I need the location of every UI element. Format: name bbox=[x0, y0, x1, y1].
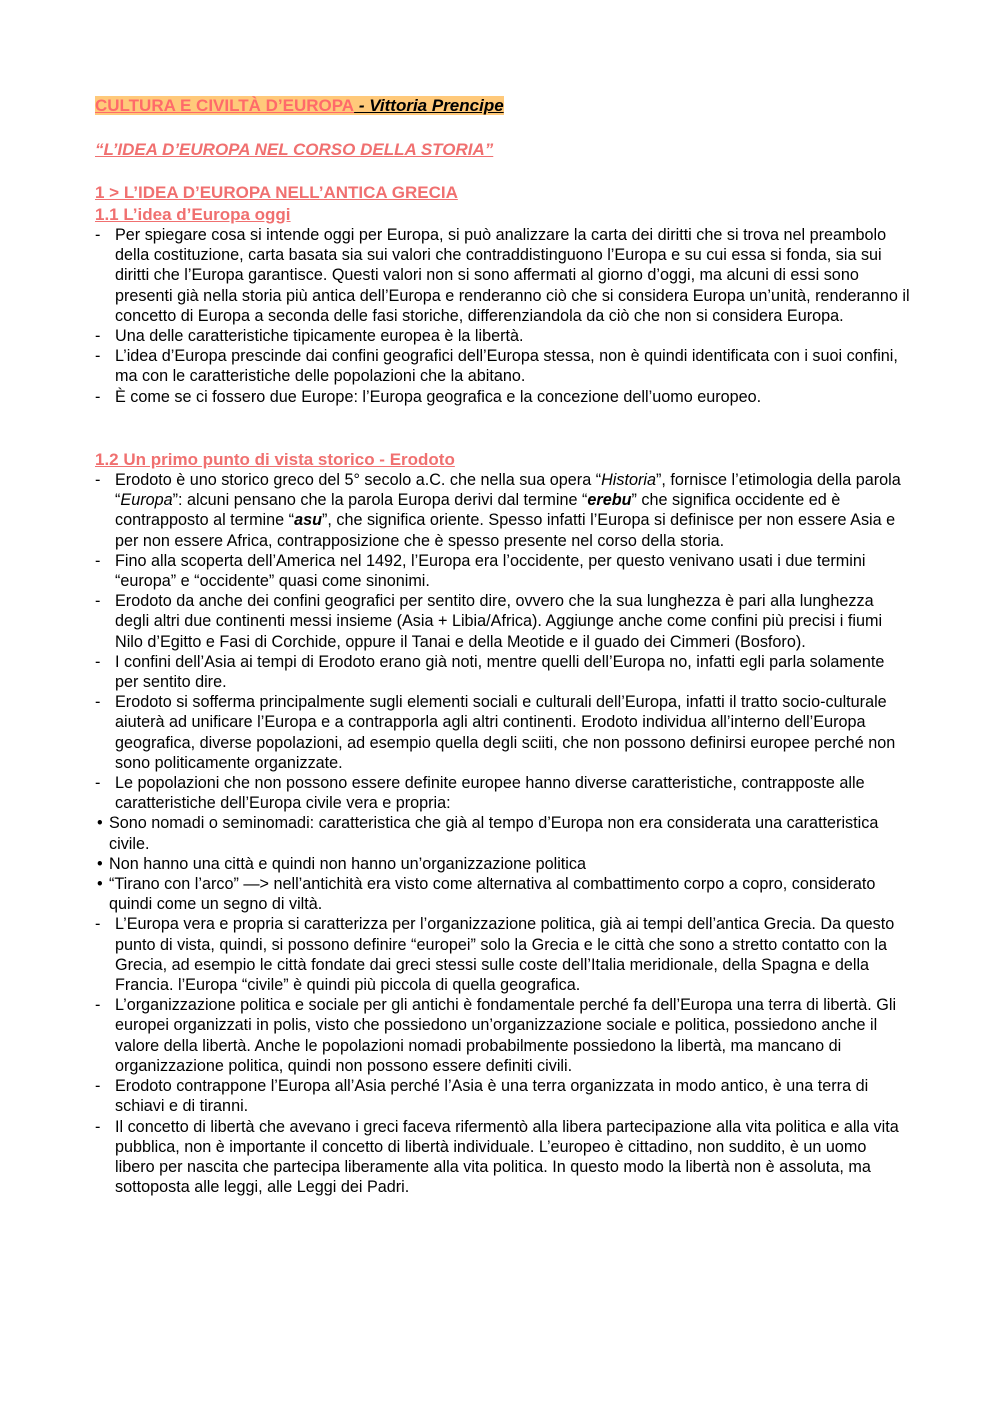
list-item: - Per spiegare cosa si intende oggi per Europa, si può analizzare la carta dei diritti che si trova nel preambolo della costituzione, carta basata sia sui valori che contraddistinguono l’Europa e su cui essa si fonda, sia sui diritti che l’Europa garantisce. Questi valori non si sono affermati al giorno d’oggi, ma alcuni di essi sono presenti già nella storia più antica dell’Europa e renderanno ciò che si considera Europa un’unità, renderanno il concetto di Europa a seconda delle fasi storiche, differenziandola da ciò che non si considera Europa. bbox=[95, 226, 910, 325]
list-item: - Le popolazioni che non possono essere definite europee hanno diverse caratteristiche, contrapposte alle caratteristiche dell’Europa civile vera e propria: bbox=[95, 774, 865, 813]
section-1-list bbox=[95, 225, 910, 407]
bullet-item: • “Tirano con l’arco” —> nell’antichità era visto come alternativa al combattimento corpo a copro, considerato quindi come un segno di viltà. bbox=[97, 875, 876, 914]
list-item: - Una delle caratteristiche tipicamente europea è la libertà. bbox=[95, 327, 524, 346]
section-1-2-list bbox=[95, 470, 910, 1197]
list-item: - È come se ci fossero due Europe: l’Europa geografica e la concezione dell’uomo europeo. bbox=[95, 387, 762, 406]
list-item: - Erodoto da anche dei confini geografici per sentito dire, ovvero che la sua lunghezza è pari alla lunghezza degli altri due continenti messi insieme (Asia + Libia/Africa). Aggiunge anche come confini più precisi i fiumi Nilo d’Egitto e Fasi di Corchide, oppure il Tanai e della Meotide e il guado dei Cimmeri (Bosforo). bbox=[95, 592, 883, 651]
list-item: - Erodoto si sofferma principalmente sugli elementi sociali e culturali dell’Europa, infatti il tratto socio-culturale aiuterà ad unificare l’Europa e a contrapporla agli altri continenti. Erodoto individua all’interno dell’Europa geografica, diverse popolazioni, ad esempio quella degli sciiti, che non possono definirsi europee perché non sono politicamente organizzate. bbox=[95, 693, 896, 772]
list-item: - I confini dell’Asia ai tempi di Erodoto erano già noti, mentre quelli dell’Europa no, infatti egli parla solamente per sentito dire. bbox=[95, 652, 885, 692]
list-item: - L’organizzazione politica e sociale per gli antichi è fondamentale perché fa dell’Europa una terra di libertà. Gli europei organizzati in polis, visto che possiedono un’organizzazione sociale e politica, possiedono anche il valore della libertà. Anche le popolazioni nomadi probabilmente possiedono la libertà, ma mancano di organizzazione politica, quindi non possono essere definiti civili. bbox=[95, 996, 897, 1075]
section-1-2 bbox=[95, 450, 910, 1197]
subsection-1-1-heading: 1.1 L’idea d’Europa oggi bbox=[95, 205, 291, 224]
list-item: - Erodoto è uno storico greco del 5° secolo a.C. che nella sua opera “Historia”, fornisce l’etimologia della parola “Europa”: alcuni pensano che la parola Europa derivi dal termine “erebu” che significa occidente ed è contrapposto al termine “asu”, che significa oriente. Spesso infatti l’Europa si definisce per non essere Asia e per non essere Africa, contrapposizione che è spesso presente nel corso della storia. bbox=[95, 471, 901, 550]
document-subtitle: “L’IDEA D’EUROPA NEL CORSO DELLA STORIA” bbox=[95, 140, 494, 159]
list-item: - Fino alla scoperta dell’America nel 1492, l’Europa era l’occidente, per questo venivano usati i due termini “europa” e “occidente” quasi come sinonimi. bbox=[95, 551, 866, 591]
document-title-line bbox=[95, 95, 910, 117]
section-1-heading: 1 > L’IDEA D’EUROPA NELL’ANTICA GRECIA bbox=[95, 183, 458, 202]
bullet-item: • Non hanno una città e quindi non hanno un’organizzazione politica bbox=[97, 854, 586, 873]
document-title: CULTURA E CIVILTÀ D’EUROPA bbox=[95, 96, 355, 115]
list-item: - L’Europa vera e propria si caratterizza per l’organizzazione politica, già ai tempi dell’antica Grecia. Da questo punto di vista, quindi, si possono definire “europei” solo la Grecia e le città che sono a stretto contatto con la Grecia, ad esempio le città fondate dai greci stessi sulle coste dell’Italia meridionale, della Spagna e della Francia. l’Europa “civile” è quindi più piccola di quella geografica. bbox=[95, 915, 895, 995]
document-author: - Vittoria Prencipe bbox=[354, 96, 504, 115]
list-item: - Erodoto contrappone l’Europa all’Asia perché l’Asia è una terra organizzata in modo antico, è una terra di schiavi e di tiranni. bbox=[95, 1077, 869, 1116]
list-item: - L’idea d’Europa prescinde dai confini geografici dell’Europa stessa, non è quindi identificata con i suoi confini, ma con le caratteristiche delle popolazioni che la abitano. bbox=[95, 347, 898, 386]
subsection-1-2-heading: 1.2 Un primo punto di vista storico - Erodoto bbox=[95, 450, 455, 469]
section-1 bbox=[95, 183, 910, 407]
list-item: - Il concetto di libertà che avevano i greci faceva rifermentò alla libera partecipazione alla vita politica e alla vita pubblica, non è importante il concetto di libertà individuale. L’europeo è cittadino, non suddito, è un uomo libero per nascita che partecipa liberamente alla vita politica. In questo modo la libertà non è assoluta, ma sottoposta alle leggi, alle Leggi dei Padri. bbox=[95, 1117, 899, 1197]
bullet-item: • Sono nomadi o seminomadi: caratteristica che già al tempo d’Europa non era considerata una caratteristica civile. bbox=[97, 814, 879, 853]
